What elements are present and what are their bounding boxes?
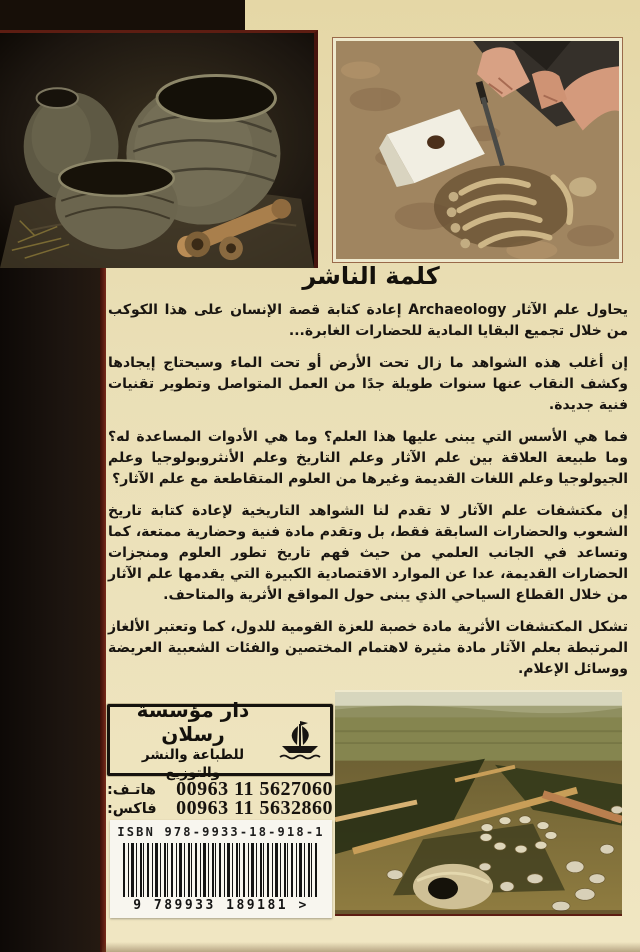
publisher-note-paragraph-4: إن مكتشفات علم الآثار لا تقدم لنا الشواهد التاريخية لإعادة كتابة تاريخ الشعوب والحضارات السابقة فقط، بل وتقدم مادة فنية وحضارية ممتعة، كما وتساعد في الجانب العلمي من حيث فهم تاريخ تطور العلوم ومنجزات الحضارات القديمة، عدا عن الموارد الاقتصادية الكبيرة التي يقدمها علم الآثار من خلال القطاع السياحي الذي يبنى حول المواقع الأثرية والمتاحف. [108,503,628,603]
excavation-site-photo [335,690,622,916]
phone-number: 00963 11 5627060 [176,778,333,800]
barcode [123,843,319,897]
publisher-note [108,300,628,691]
isbn-panel [110,820,332,918]
publisher-name: دار مؤسسة رسلان [136,698,250,746]
publisher-names [115,698,271,782]
scan-bottom-shadow [102,942,640,952]
publisher-tagline: للطباعة والنشر والتوزيع [141,747,245,781]
excavation-site-photo-art [335,692,622,914]
fax-row [107,799,333,818]
sailing-ship-icon [275,711,325,769]
pottery-photo-art [0,33,314,268]
fax-label: فاكس: [107,800,157,817]
excavation-photo-art [336,41,619,259]
spine-accent-line [100,260,106,952]
publisher-note-paragraph-1: يحاول علم الآثار Archaeology إعادة كتابة قصة الإنسان على هذا الكوكب من خلال تجميع البقايا المادية للحضارات الغابرة... [108,302,628,339]
publisher-note-paragraph-5: تشكل المكتشفات الأثرية مادة خصبة للعزة القومية للدول، كما وتعتبر الألغاز المرتبطة بعلم الآثار مادة مثيرة لاهتمام المختصين والفئات الشعبية العريضة ووسائل الإعلام. [108,619,628,677]
excavation-photo [333,38,622,262]
pottery-photo [0,30,318,268]
scan-dark-corner [0,0,245,34]
publisher-note-paragraph-3: فما هي الأسس التي يبنى عليها هذا العلم؟ وما هي الأدوات المساعدة له؟ وما طبيعة العلاقة بين علم الآثار وعلم التاريخ وعلم الأنثروبولوجيا وعلم الجيولوجيا وعلم اللغات القديمة وغيرها من العلوم المتقاطعة مع علم الآثار؟ [108,429,628,487]
section-title: كلمة الناشر [302,262,440,290]
publisher-note-paragraph-2: إن أغلب هذه الشواهد ما زال تحت الأرض أو تحت الماء وسيحتاج إيجادها وكشف النقاب عنها سنوات طويلة جدًا من العمل المتواصل وتطوير تقنيات فنية جديدة. [108,355,628,413]
phone-label: هاتـف: [107,781,156,798]
isbn-label: ISBN 978-9933-18-918-1 [117,825,325,839]
fax-number: 00963 11 5632860 [176,797,333,819]
publisher-contact [107,780,333,818]
publisher-logo-box [107,698,333,781]
barcode-digits: 9 789933 189181 > [133,898,309,913]
